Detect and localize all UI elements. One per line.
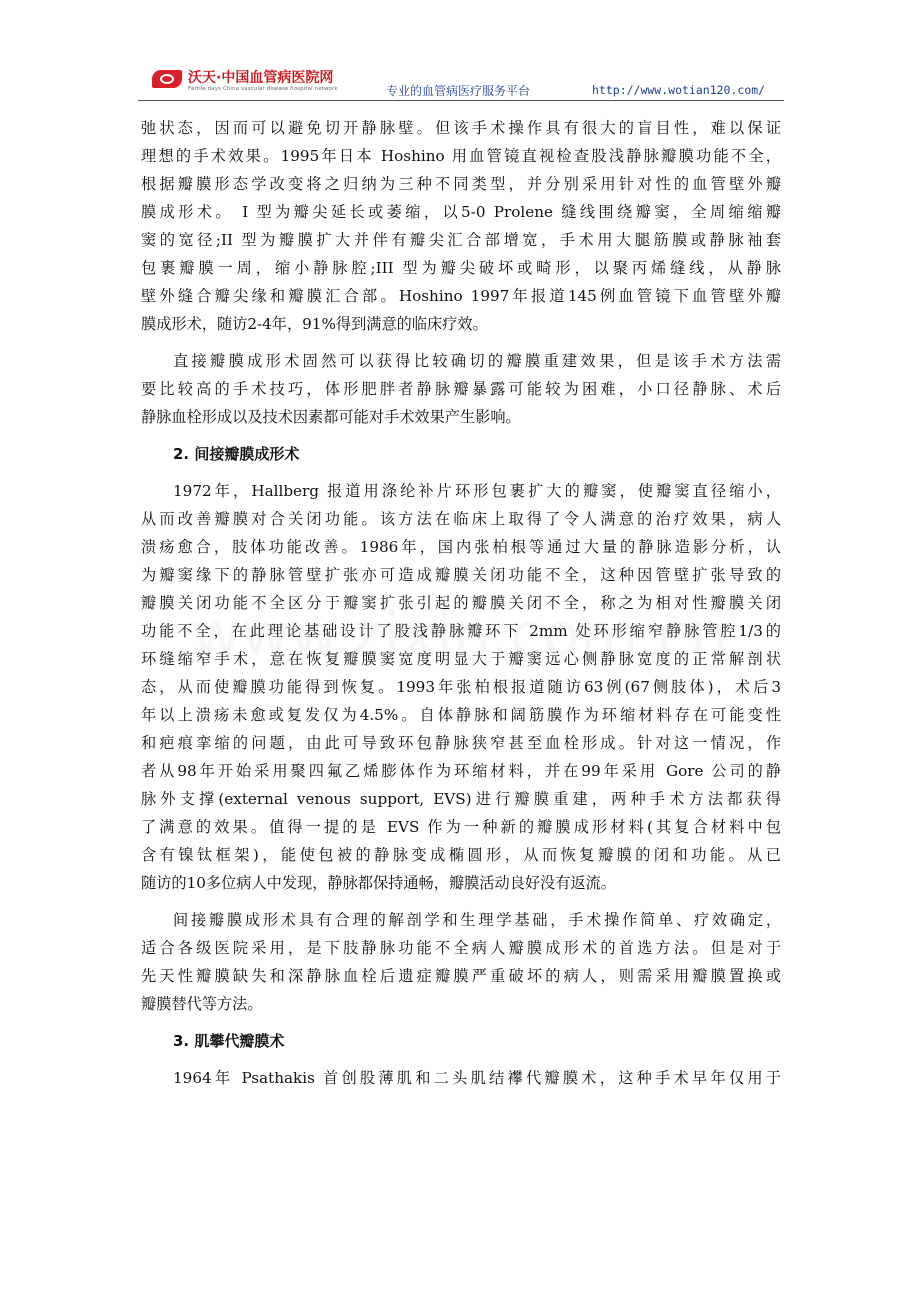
text-line: 膜成形术，随访2-4年，91%得到满意的临床疗效。	[141, 315, 488, 333]
text-line: 要比较高的手术技巧，体形肥胖者静脉瓣暴露可能较为困难，小口径静脉、术后	[141, 380, 781, 398]
text-line: 脉外支撑(external venous support, EVS)进行瓣膜重建，两种手术方法都获得	[141, 790, 781, 808]
text-line: 包裹瓣膜一周，缩小静脉腔;III 型为瓣尖破坏或畸形，以聚丙烯缝线，从静脉	[141, 259, 781, 277]
text-line: 和疤痕挛缩的问题，由此可导致环包静脉狭窄甚至血栓形成。针对这一情况，作	[141, 734, 781, 752]
text-line: 态，从而使瓣膜功能得到恢复。1993年张柏根报道随访63例(67侧肢体)，术后3	[141, 678, 781, 696]
text-line: 从而改善瓣膜对合关闭功能。该方法在临床上取得了令人满意的治疗效果，病人	[141, 510, 781, 528]
paragraph-1	[141, 114, 781, 338]
text-line: 1964年 Psathakis 首创股薄肌和二头肌结襻代瓣膜术，这种手术早年仅用于	[173, 1069, 781, 1087]
text-line: 瓣膜替代等方法。	[141, 995, 263, 1013]
text-line: 随访的10多位病人中发现，静脉都保持通畅，瓣膜活动良好没有返流。	[141, 874, 616, 892]
text-line: 溃疡愈合，肢体功能改善。1986年，国内张柏根等通过大量的静脉造影分析，认	[141, 538, 781, 556]
paragraph-3	[141, 477, 781, 897]
header-url-link[interactable]: http://www.wotian120.com/	[592, 83, 766, 97]
header-tagline: 专业的血管病医疗服务平台	[386, 84, 531, 98]
section-heading-3: 3. 肌攀代瓣膜术	[173, 1032, 285, 1050]
text-line: 功能不全，在此理论基础设计了股浅静脉瓣环下 2mm 处环形缩窄静脉管腔1/3的	[141, 622, 781, 640]
logo-subtitle: Fertile days China vascular disease hospital network	[188, 86, 338, 92]
text-line: 膜成形术。 I 型为瓣尖延长或萎缩，以5-0 Prolene 缝线围绕瓣窦，全周缩缩瓣	[141, 203, 781, 221]
text-line: 了满意的效果。值得一提的是 EVS 作为一种新的瓣膜成形材料(其复合材料中包	[141, 818, 781, 836]
logo-brand-text: 沃天·中国血管病医院网	[188, 70, 334, 86]
paragraph-2	[141, 347, 781, 431]
page-header	[138, 64, 784, 101]
logo-icon	[152, 70, 182, 88]
text-line: 先天性瓣膜缺失和深静脉血栓后遗症瓣膜严重破坏的病人，则需采用瓣膜置换或	[141, 967, 781, 985]
text-line: 根据瓣膜形态学改变将之归纳为三种不同类型，并分别采用针对性的血管壁外瓣	[141, 175, 781, 193]
text-line: 者从98年开始采用聚四氟乙烯膨体作为环缩材料，并在99年采用 Gore 公司的静	[141, 762, 781, 780]
paragraph-5	[141, 1064, 781, 1092]
text-line: 年以上溃疡未愈或复发仅为4.5%。自体静脉和阔筋膜作为环缩材料存在可能变性	[141, 706, 781, 724]
paragraph-4	[141, 906, 781, 1018]
text-line: 直接瓣膜成形术固然可以获得比较确切的瓣膜重建效果，但是该手术方法需	[173, 352, 781, 370]
text-line: 弛状态，因而可以避免切开静脉壁。但该手术操作具有很大的盲目性，难以保证	[141, 119, 781, 137]
text-line: 瓣膜关闭功能不全区分于瓣窦扩张引起的瓣膜关闭不全，称之为相对性瓣膜关闭	[141, 594, 781, 612]
text-line: 1972年，Hallberg 报道用涤纶补片环形包裹扩大的瓣窦，使瓣窦直径缩小，	[173, 482, 781, 500]
text-line: 理想的手术效果。1995年日本 Hoshino 用血管镜直视检查股浅静脉瓣膜功能不全，	[141, 147, 781, 165]
text-line: 间接瓣膜成形术具有合理的解剖学和生理学基础，手术操作简单、疗效确定，	[173, 911, 781, 929]
text-line: 为瓣窦缘下的静脉管壁扩张亦可造成瓣膜关闭功能不全，这种因管壁扩张导致的	[141, 566, 781, 584]
text-line: 环缝缩窄手术，意在恢复瓣膜窦宽度明显大于瓣窦远心侧静脉宽度的正常解剖状	[141, 650, 781, 668]
text-line: 含有镍钛框架)，能使包被的静脉变成椭圆形，从而恢复瓣膜的闭和功能。从已	[141, 846, 781, 864]
text-line: 适合各级医院采用，是下肢静脉功能不全病人瓣膜成形术的首选方法。但是对于	[141, 939, 781, 957]
text-line: 静脉血栓形成以及技术因素都可能对手术效果产生影响。	[141, 408, 521, 426]
text-line: 壁外缝合瓣尖缘和瓣膜汇合部。Hoshino 1997年报道145例血管镜下血管壁外瓣	[141, 287, 781, 305]
text-line: 窦的宽径;II 型为瓣膜扩大并伴有瓣尖汇合部增宽，手术用大腿筋膜或静脉袖套	[141, 231, 781, 249]
section-heading-2: 2. 间接瓣膜成形术	[173, 445, 300, 463]
document-body	[141, 114, 781, 1092]
site-logo[interactable]	[152, 66, 352, 96]
